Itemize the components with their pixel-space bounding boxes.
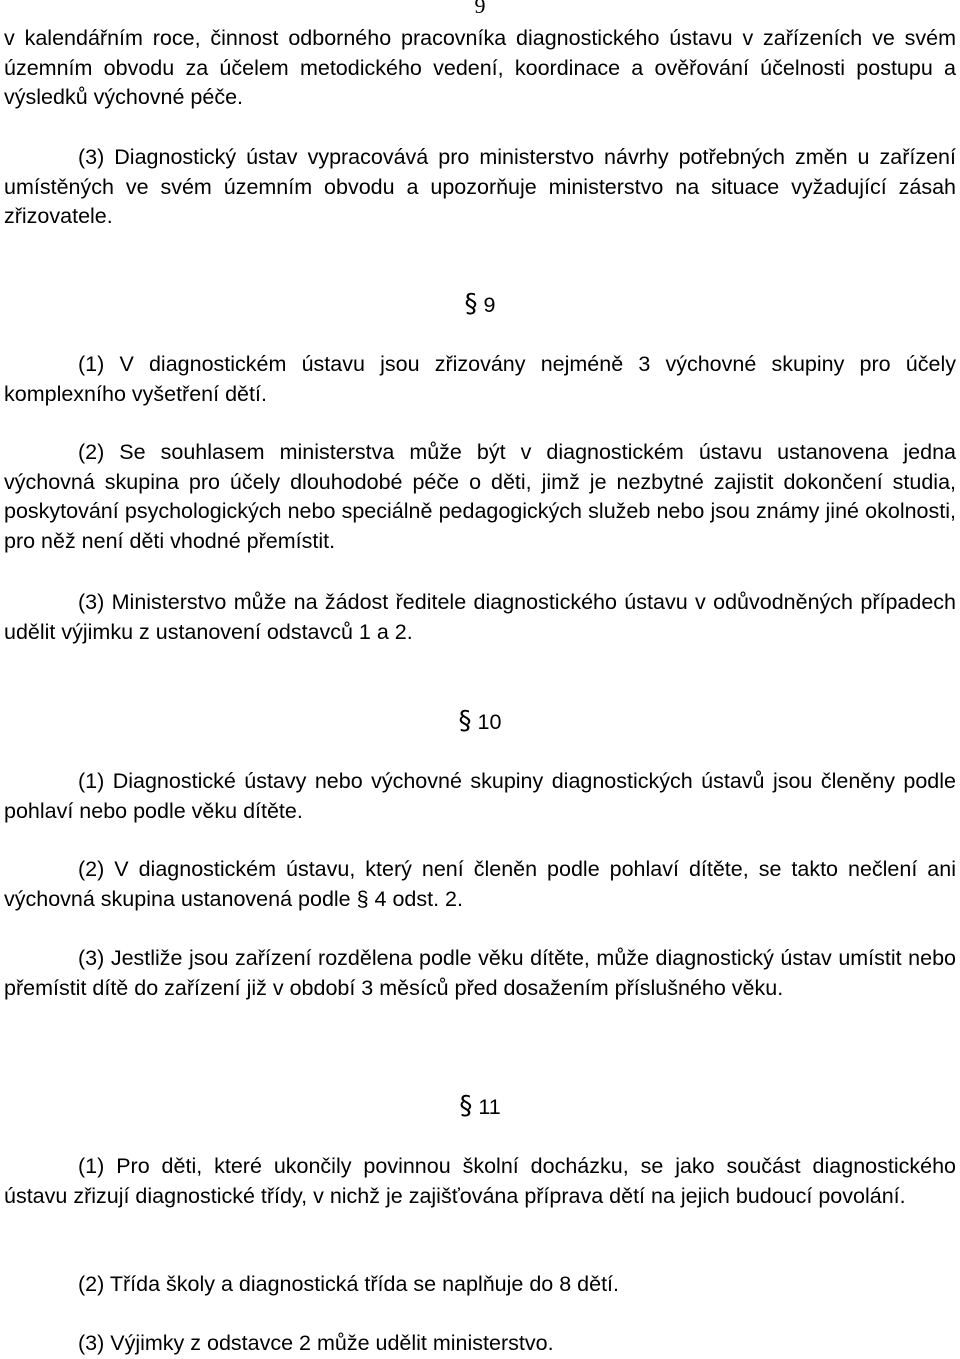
section-11-paragraph-1: (1) Pro děti, které ukončily povinnou školní docházku, se jako součást diagnostického ústavu zřizují diagnostické třídy, v nichž je zajišťována příprava dětí na jejich budoucí povolání. [4, 1154, 956, 1208]
section-number: 11 [478, 1095, 501, 1119]
section-heading-9 [0, 290, 960, 321]
section-9-paragraph-2: (2) Se souhlasem ministerstva může být v diagnostickém ústavu ustanovena jedna výchovná skupina pro účely dlouhodobé péče o děti, jimž je nezbytné zajistit dokončení studia, poskytování psychologických nebo speciálně pedagogických služeb nebo jsou známy jiné okolnosti, pro něž není děti vhodné přemístit. [4, 440, 956, 553]
section-sign-icon: § [464, 289, 478, 319]
section-number: 9 [483, 293, 496, 317]
section-number: 10 [477, 710, 502, 734]
section-9-paragraph-1: (1) V diagnostickém ústavu jsou zřizovány nejméně 3 výchovné skupiny pro účely komplexního vyšetření dětí. [4, 352, 956, 406]
section-10-paragraph-1: (1) Diagnostické ústavy nebo výchovné skupiny diagnostických ústavů jsou členěny podle pohlaví nebo podle věku dítěte. [4, 769, 956, 823]
section-sign-icon: § [458, 706, 472, 736]
section-heading-11 [0, 1092, 960, 1123]
intro-paragraph-3: (3) Diagnostický ústav vypracovává pro ministerstvo návrhy potřebných změn u zařízení umístěných ve svém územním obvodu a upozorňuje ministerstvo na situace vyžadující zásah zřizovatele. [4, 145, 956, 229]
section-10-paragraph-2: (2) V diagnostickém ústavu, který není členěn podle pohlaví dítěte, se takto nečlení ani výchovná skupina ustanovená podle § 4 odst. 2. [4, 857, 956, 911]
section-11-paragraph-3: (3) Výjimky z odstavce 2 může udělit ministerstvo. [78, 1331, 554, 1355]
section-sign-icon: § [459, 1091, 473, 1121]
section-11-paragraph-2: (2) Třída školy a diagnostická třída se naplňuje do 8 dětí. [78, 1272, 619, 1296]
section-10-paragraph-3: (3) Jestliže jsou zařízení rozdělena podle věku dítěte, může diagnostický ústav umístit nebo přemístit dítě do zařízení již v období 3 měsíců před dosažením příslušného věku. [4, 946, 956, 1000]
section-heading-10 [0, 707, 960, 738]
intro-paragraph-continued: v kalendářním roce, činnost odborného pracovníka diagnostického ústavu v zařízeních ve svém územním obvodu za účelem metodického vedení, koordinace a ověřování účelnosti postupu a výsledků výchovné péče. [4, 26, 956, 110]
section-9-paragraph-3: (3) Ministerstvo může na žádost ředitele diagnostického ústavu v odůvodněných případech udělit výjimku z ustanovení odstavců 1 a 2. [4, 590, 956, 644]
page-number: 9 [474, 0, 486, 18]
